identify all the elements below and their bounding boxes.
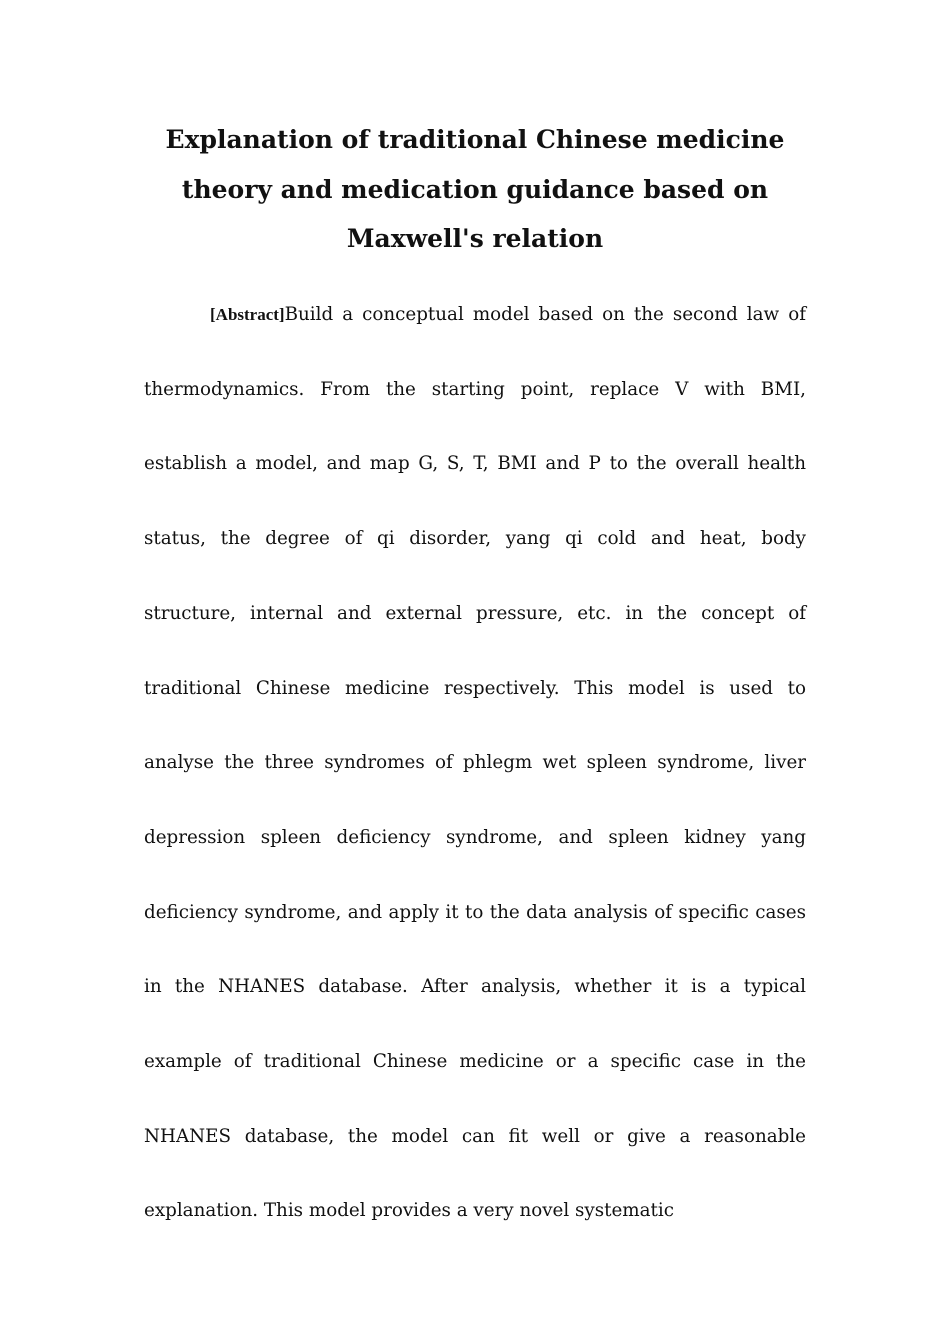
abstract-label: [Abstract] [210, 305, 285, 324]
abstract-paragraph [144, 278, 806, 1249]
paper-title: Explanation of traditional Chinese medicine theory and medication guidance based on Maxwell's relation [165, 125, 785, 253]
abstract-text: Build a conceptual model based on the second law of thermodynamics. From the starting point, replace V with BMI, establish a model, and map G, S, T, BMI and P to the overall health status, the degree of qi disorder, yang qi cold and heat, body structure, internal and external pressure, etc. in the concept of traditional Chinese medicine respectively. This model is used to analyse the three syndromes of phlegm wet spleen syndrome, liver depression spleen deficiency syndrome, and spleen kidney yang deficiency syndrome, and apply it to the data analysis of specific cases in the NHANES database. After analysis, whether it is a typical example of traditional Chinese medicine or a specific case in the NHANES database, the model can fit well or give a reasonable explanation. This model provides a very novel systematic [144, 304, 806, 1222]
